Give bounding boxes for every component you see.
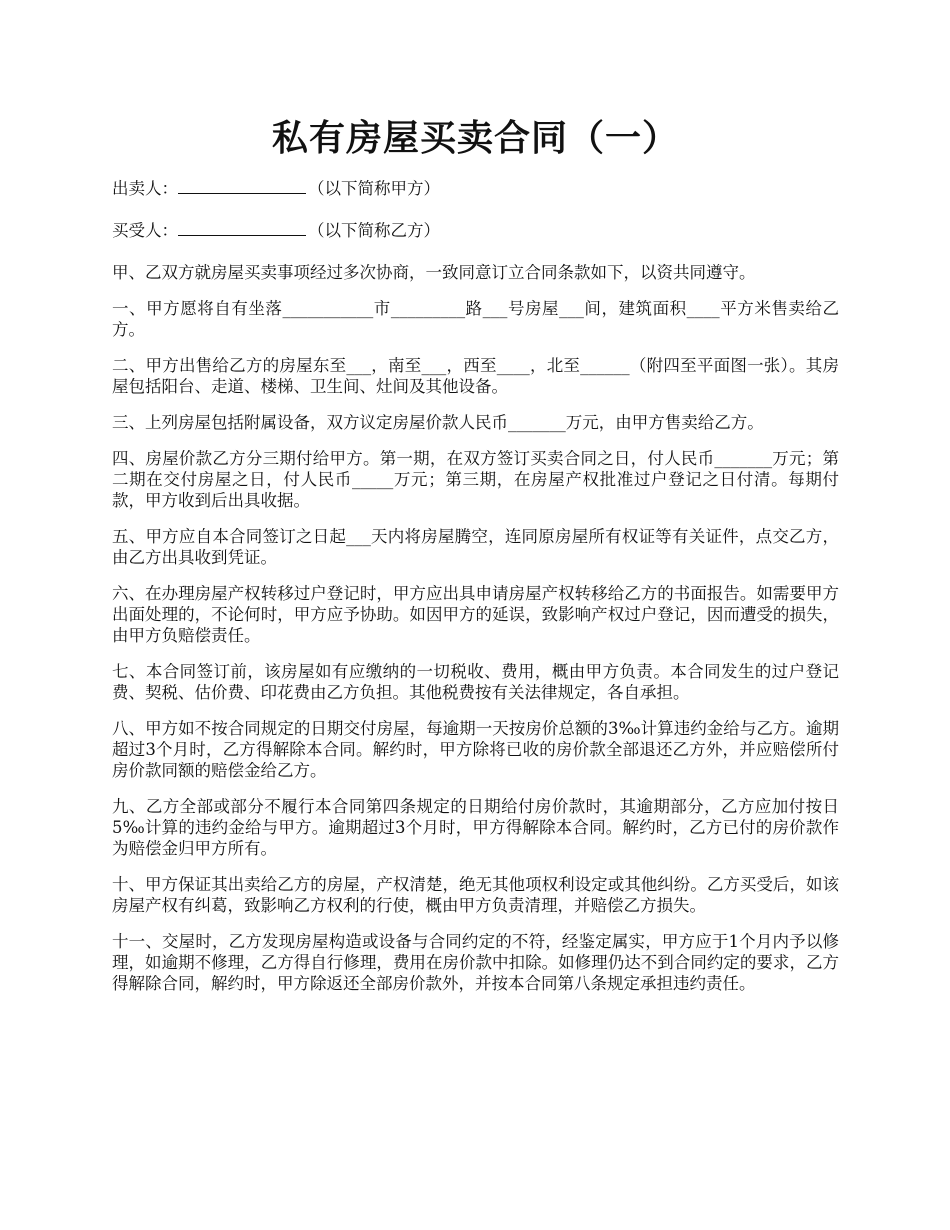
- seller-note: （以下简称甲方）: [308, 179, 440, 198]
- buyer-note: （以下简称乙方）: [308, 221, 440, 240]
- clause-3: 三、上列房屋包括附属设备，双方议定房屋价款人民币_______万元，由甲方售卖给乙方。: [112, 413, 764, 432]
- contract-body: [112, 178, 839, 1009]
- page-title: 私有房屋买卖合同（一）: [271, 117, 679, 159]
- clause-8: 八、甲方如不按合同规定的日期交付房屋，每逾期一天按房价总额的3‰计算违约金给与乙方。逾期超过3个月时，乙方得解除本合同。解约时，甲方除将已收的房价款全部退还乙方外，并应赔偿所付房价款同额的赔偿金给乙方。: [112, 719, 839, 780]
- clause-7: 七、本合同签订前，该房屋如有应缴纳的一切税收、费用，概由甲方负责。本合同发生的过户登记费、契税、估价费、印花费由乙方负担。其他税费按有关法律规定，各自承担。: [112, 662, 839, 702]
- clause-2: 二、甲方出售给乙方的房屋东至___，南至___，西至____，北至______（附四至平面图一张）。其房屋包括阳台、走道、楼梯、卫生间、灶间及其他设备。: [112, 356, 839, 396]
- clause-11: 十一、交屋时，乙方发现房屋构造或设备与合同约定的不符，经鉴定属实，甲方应于1个月内予以修理，如逾期不修理，乙方得自行修理，费用在房价款中扣除。如修理仍达不到合同约定的要求，乙方得解除合同，解约时，甲方除返还全部房价款外，并按本合同第八条规定承担违约责任。: [112, 932, 839, 993]
- clause-5: 五、甲方应自本合同签订之日起___天内将房屋腾空，连同原房屋所有权证等有关证件，点交乙方，由乙方出具收到凭证。: [112, 527, 839, 567]
- seller-label: 出卖人：: [112, 179, 178, 198]
- buyer-blank: [178, 221, 306, 236]
- seller-line: [112, 178, 839, 199]
- clause-1: 一、甲方愿将自有坐落___________市_________路___号房屋___间，建筑面积____平方米售卖给乙方。: [112, 299, 839, 339]
- intro-paragraph: 甲、乙双方就房屋买卖事项经过多次协商，一致同意订立合同条款如下，以资共同遵守。: [112, 263, 756, 282]
- clause-9: 九、乙方全部或部分不履行本合同第四条规定的日期给付房价款时，其逾期部分，乙方应加付按日5‰计算的违约金给与甲方。逾期超过3个月时，甲方得解除本合同。解约时，乙方已付的房价款作为赔偿金归甲方所有。: [112, 797, 839, 858]
- buyer-label: 买受人：: [112, 221, 178, 240]
- buyer-line: [112, 220, 839, 241]
- clause-10: 十、甲方保证其出卖给乙方的房屋，产权清楚，绝无其他项权利设定或其他纠纷。乙方买受后，如该房屋产权有纠葛，致影响乙方权利的行使，概由甲方负责清理，并赔偿乙方损失。: [112, 875, 839, 915]
- seller-blank: [178, 179, 306, 194]
- clause-6: 六、在办理房屋产权转移过户登记时，甲方应出具申请房屋产权转移给乙方的书面报告。如需要甲方出面处理的，不论何时，甲方应予协助。如因甲方的延误，致影响产权过户登记，因而遭受的损失，由甲方负赔偿责任。: [112, 584, 839, 645]
- clause-4: 四、房屋价款乙方分三期付给甲方。第一期，在双方签订买卖合同之日，付人民币_______万元；第二期在交付房屋之日，付人民币_____万元；第三期，在房屋产权批准过户登记之日付清。每期付款，甲方收到后出具收据。: [112, 449, 839, 510]
